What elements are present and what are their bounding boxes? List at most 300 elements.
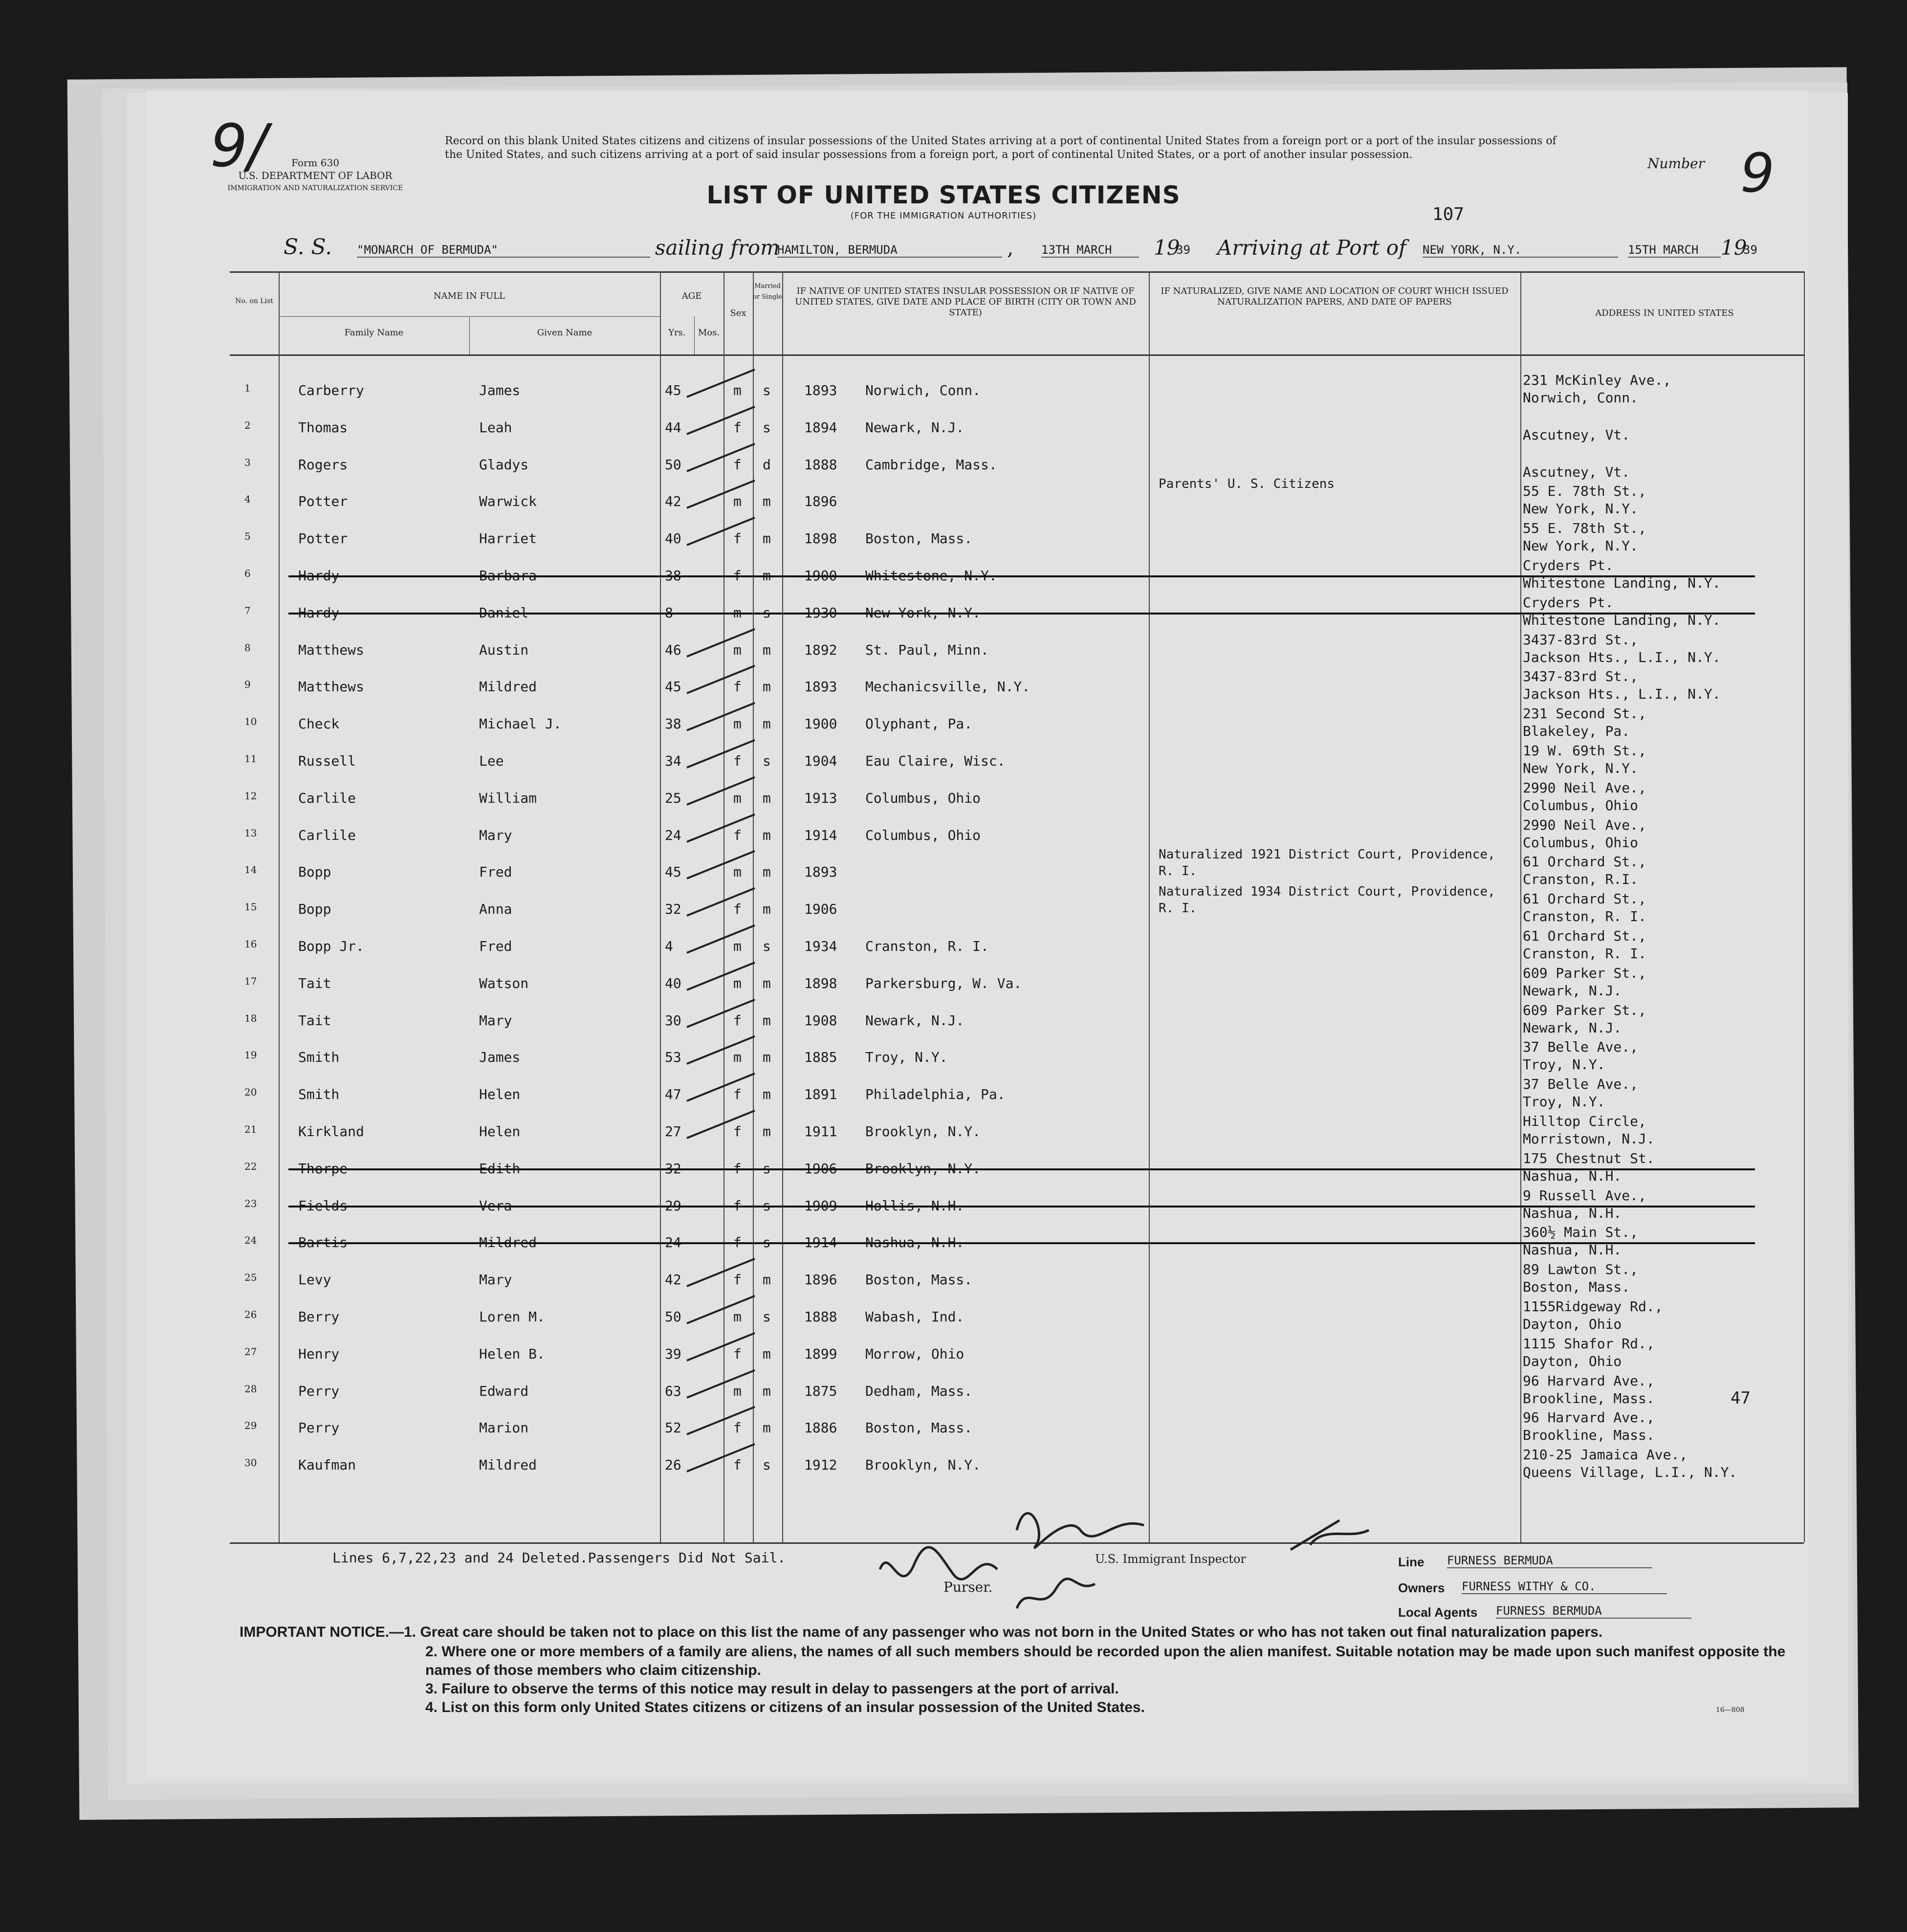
marital-status: m <box>763 901 771 918</box>
address-line-2: New York, N.Y. <box>1523 760 1639 776</box>
address-line-2: Blakeley, Pa. <box>1523 723 1630 740</box>
age: 46 <box>665 641 681 658</box>
check-mark <box>686 702 755 731</box>
birth-year: 1893 <box>804 864 837 880</box>
marital-status: m <box>763 1086 771 1103</box>
list-number: 9 <box>1740 142 1775 204</box>
address-line-2: Morristown, N.J. <box>1523 1131 1655 1147</box>
birth-year: 1898 <box>804 975 837 991</box>
owners-value: FURNESS WITHY & CO. <box>1462 1580 1667 1594</box>
row-number: 18 <box>244 1012 257 1024</box>
birth-place: Hollis, N.H. <box>865 1197 964 1214</box>
table-row <box>230 631 1804 668</box>
family-name: Smith <box>298 1049 340 1066</box>
address-line-2: Boston, Mass. <box>1523 1279 1630 1295</box>
family-name: Bopp <box>298 864 331 880</box>
address-line-2: New York, N.Y. <box>1523 538 1639 554</box>
birth-place: Dedham, Mass. <box>865 1383 973 1399</box>
address-line-2: Nashua, N.H. <box>1523 1167 1622 1184</box>
signatures <box>870 1471 1379 1618</box>
marital-status: m <box>763 530 771 547</box>
table-row <box>230 557 1804 594</box>
address-line-1: 9 Russell Ave., <box>1523 1187 1646 1204</box>
page-title: LIST OF UNITED STATES CITIZENS <box>706 181 1181 209</box>
address-line-1: 175 Chestnut St. <box>1523 1150 1655 1166</box>
birth-year: 1900 <box>804 568 837 584</box>
table-row <box>230 884 1804 927</box>
address-line-2: Nashua, N.H. <box>1523 1205 1622 1221</box>
address-line-1: 2990 Neil Ave., <box>1523 779 1646 796</box>
marital-status: m <box>763 790 771 806</box>
age: 24 <box>665 827 681 843</box>
birth-year: 1885 <box>804 1049 837 1066</box>
address-line-1: Hilltop Circle, <box>1523 1113 1646 1129</box>
col-family: Family Name <box>344 328 404 338</box>
address-line-1: 231 McKinley Ave., <box>1523 372 1671 388</box>
sex: f <box>733 1234 742 1251</box>
check-mark <box>686 1295 755 1324</box>
birth-year: 1888 <box>804 1309 837 1325</box>
check-mark <box>686 1332 755 1361</box>
row-number: 17 <box>244 975 257 987</box>
col-no: No. on List <box>235 297 273 305</box>
age: 30 <box>665 1012 681 1029</box>
given-name: Barbara <box>479 568 537 584</box>
sex: m <box>733 1049 742 1066</box>
table-row <box>230 1298 1804 1335</box>
row-number: 8 <box>244 641 251 654</box>
age: 44 <box>665 419 681 436</box>
address-line-1: 1155Ridgeway Rd., <box>1523 1298 1663 1315</box>
birth-place: Troy, N.Y. <box>865 1049 948 1066</box>
table-row <box>230 1409 1804 1446</box>
address-line-2: Dayton, Ohio <box>1523 1353 1622 1369</box>
row-number: 6 <box>244 568 251 579</box>
arrival-year: 39 <box>1743 243 1757 257</box>
family-name: Carlile <box>298 790 356 806</box>
check-mark <box>686 887 755 917</box>
col-mos: Mos. <box>698 328 720 338</box>
family-name: Russell <box>298 753 356 769</box>
family-name: Tait <box>298 1012 331 1029</box>
address-line-2: Newark, N.J. <box>1523 1019 1622 1036</box>
table-row <box>230 965 1804 1002</box>
age: 47 <box>665 1086 681 1103</box>
address-line-2: Norwich, Conn. <box>1523 390 1639 406</box>
check-mark <box>686 924 755 954</box>
notice-1: —1. Great care should be taken not to place on this list the name of any passenger who was not born in the United States or who has not taken out final naturalization papers. <box>389 1624 1603 1640</box>
address-line-2: Columbus, Ohio <box>1523 834 1639 851</box>
row-number: 14 <box>244 864 257 876</box>
marital-status: s <box>763 604 771 621</box>
table-row <box>230 927 1804 965</box>
table-row <box>230 1372 1804 1409</box>
row-number: 26 <box>244 1309 257 1320</box>
family-name: Carlile <box>298 827 356 843</box>
sex: f <box>733 827 742 843</box>
birth-year: 1899 <box>804 1345 837 1362</box>
table-row <box>230 1224 1804 1261</box>
address-line-1: 61 Orchard St., <box>1523 891 1646 907</box>
table-row <box>230 847 1804 890</box>
family-name: Tait <box>298 975 331 991</box>
arrival-port: NEW YORK, N.Y. <box>1423 243 1618 258</box>
given-name: Mildred <box>479 1234 537 1251</box>
birth-place: Norwich, Conn. <box>865 382 981 398</box>
margin-note: 47 <box>1731 1388 1751 1408</box>
birth-year: 1930 <box>804 604 837 621</box>
sex: f <box>733 753 742 769</box>
age: 29 <box>665 1197 681 1214</box>
age: 45 <box>665 679 681 695</box>
row-number: 29 <box>244 1420 257 1432</box>
birth-place: Brooklyn, N.Y. <box>865 1123 981 1140</box>
col-birth: IF NATIVE OF UNITED STATES INSULAR POSSESSION OR IF NATIVE OF UNITED STATES, GIVE DATE AND PLACE OF BIRTH (CITY OR TOWN AND STATE) <box>795 286 1136 318</box>
address-line-1: 1115 Shafor Rd., <box>1523 1335 1655 1352</box>
marital-status: m <box>763 1345 771 1362</box>
age: 38 <box>665 568 681 584</box>
given-name: Helen B. <box>479 1345 545 1362</box>
sail-date: 13TH MARCH <box>1041 243 1139 258</box>
given-name: Mildred <box>479 679 537 695</box>
row-number: 28 <box>244 1383 257 1395</box>
address-line-1: 55 E. 78th St., <box>1523 520 1646 537</box>
marital-status: m <box>763 1420 771 1436</box>
address-line-1: 609 Parker St., <box>1523 965 1646 981</box>
sex: m <box>733 604 742 621</box>
marital-status: m <box>763 1012 771 1029</box>
family-name: Kirkland <box>298 1123 364 1140</box>
row-number: 11 <box>244 753 257 765</box>
marital-status: m <box>763 1383 771 1399</box>
marital-status: m <box>763 493 771 510</box>
row-number: 25 <box>244 1272 257 1284</box>
deleted-line-strike <box>288 575 1755 577</box>
sex: f <box>733 1272 742 1288</box>
birth-year: 1898 <box>804 530 837 547</box>
row-number: 9 <box>244 679 251 691</box>
address-line-1: 37 Belle Ave., <box>1523 1076 1639 1093</box>
marital-status: m <box>763 975 771 991</box>
address-line-2: Brookline, Mass. <box>1523 1427 1655 1444</box>
check-mark <box>686 1406 755 1435</box>
row-number: 5 <box>244 530 251 543</box>
birth-year: 1914 <box>804 1234 837 1251</box>
family-name: Hardy <box>298 568 340 584</box>
birth-place: Morrow, Ohio <box>865 1345 964 1362</box>
family-name: Potter <box>298 530 348 547</box>
marital-status: m <box>763 641 771 658</box>
marital-status: s <box>763 1234 771 1251</box>
row-number: 13 <box>244 827 257 839</box>
table-row <box>230 520 1804 557</box>
address-line-2: Cranston, R. I. <box>1523 908 1646 925</box>
row-number: 30 <box>244 1457 257 1469</box>
address-line-2: Dayton, Ohio <box>1523 1316 1622 1332</box>
sex: f <box>733 568 742 584</box>
table-row <box>230 1150 1804 1187</box>
address-line-2: Ascutney, Vt. <box>1523 426 1630 443</box>
notice-2: 2. Where one or more members of a family are aliens, the names of all such members should be recorded upon the alien manifest. Suitable notation may be made upon such manifest opposite the names of those members who claim citizenship. <box>425 1644 1786 1678</box>
address-line-1: Cryders Pt. <box>1523 557 1614 573</box>
row-number: 12 <box>244 790 257 802</box>
given-name: Mildred <box>479 1457 537 1473</box>
passenger-table <box>230 271 1804 1542</box>
table-row <box>230 1261 1804 1298</box>
col-given: Given Name <box>537 328 592 338</box>
address-line-2: Columbus, Ohio <box>1523 797 1639 813</box>
agents-value: FURNESS BERMUDA <box>1496 1604 1691 1619</box>
sex: f <box>733 679 742 695</box>
col-name-in-full: NAME IN FULL <box>433 291 505 301</box>
row-number: 19 <box>244 1049 257 1061</box>
col-naturalized: IF NATURALIZED, GIVE NAME AND LOCATION OF COURT WHICH ISSUED NATURALIZATION PAPERS, AND DATE OF PAPERS <box>1161 286 1509 307</box>
given-name: Fred <box>479 938 512 954</box>
address-line-1: 609 Parker St., <box>1523 1002 1646 1018</box>
sex: m <box>733 382 742 398</box>
family-name: Bopp Jr. <box>298 938 364 954</box>
table-row <box>230 705 1804 742</box>
birth-year: 1911 <box>804 1123 837 1140</box>
check-mark <box>686 1035 755 1065</box>
form-number: Form 630 <box>291 157 339 169</box>
sex: m <box>733 716 742 732</box>
birth-year: 1934 <box>804 938 837 954</box>
given-name: Helen <box>479 1123 521 1140</box>
col-age: AGE <box>681 291 702 301</box>
check-mark <box>686 628 755 658</box>
age: 38 <box>665 716 681 732</box>
marital-status: m <box>763 864 771 880</box>
sex: m <box>733 493 742 510</box>
check-mark <box>686 406 755 435</box>
given-name: Edward <box>479 1383 529 1399</box>
sex: f <box>733 1160 742 1177</box>
deleted-line-strike <box>288 1206 1755 1208</box>
arriving-label: Arriving at Port of <box>1217 236 1406 260</box>
table-row <box>230 594 1804 631</box>
marital-status: s <box>763 938 771 954</box>
page-stamp: 107 <box>1432 204 1465 224</box>
department: U.S. DEPARTMENT OF LABOR <box>238 170 393 181</box>
family-name: Thomas <box>298 419 348 436</box>
birth-year: 1886 <box>804 1420 837 1436</box>
naturalization: Naturalized 1921 District Court, Providence, R. I. <box>1159 847 1495 879</box>
table-row <box>230 372 1804 409</box>
address-line-1: 55 E. 78th St., <box>1523 483 1646 500</box>
birth-place: Nashua, N.H. <box>865 1234 964 1251</box>
year-label: 19 <box>1721 236 1747 260</box>
row-number: 23 <box>244 1197 257 1209</box>
birth-place: New York, N.Y. <box>865 604 981 621</box>
notice-4: 4. List on this form only United States citizens or citizens of an insular possession of the United States. <box>425 1699 1145 1715</box>
sex: m <box>733 938 742 954</box>
marital-status: m <box>763 827 771 843</box>
address-line-1: 360½ Main St., <box>1523 1224 1639 1241</box>
sex: m <box>733 641 742 658</box>
given-name: Leah <box>479 419 512 436</box>
handwritten-page-mark: 9/ <box>210 112 267 180</box>
family-name: Levy <box>298 1272 331 1288</box>
given-name: Mary <box>479 1012 512 1029</box>
family-name: Smith <box>298 1086 340 1103</box>
age: 42 <box>665 1272 681 1288</box>
given-name: Vera <box>479 1197 512 1214</box>
birth-year: 1908 <box>804 1012 837 1029</box>
given-name: Warwick <box>479 493 537 510</box>
age: 4 <box>665 938 673 954</box>
age: 50 <box>665 456 681 473</box>
birth-place: Columbus, Ohio <box>865 790 981 806</box>
sex: f <box>733 1457 742 1473</box>
age: 45 <box>665 382 681 398</box>
naturalization: Parents' U. S. Citizens <box>1159 477 1335 492</box>
sex: m <box>733 1383 742 1399</box>
page-subtitle: (FOR THE IMMIGRATION AUTHORITIES) <box>850 211 1037 221</box>
marital-status: s <box>763 1457 771 1473</box>
notice-title: IMPORTANT NOTICE. <box>240 1624 390 1640</box>
age: 40 <box>665 530 681 547</box>
given-name: Helen <box>479 1086 521 1103</box>
birth-place: Cranston, R. I. <box>865 938 989 954</box>
sex: f <box>733 1345 742 1362</box>
given-name: Watson <box>479 975 529 991</box>
address-line-2: Cranston, R.I. <box>1523 871 1639 888</box>
deleted-note: Lines 6,7,22,23 and 24 Deleted.Passengers Did Not Sail. <box>332 1550 786 1566</box>
marital-status: s <box>763 382 771 398</box>
age: 45 <box>665 864 681 880</box>
col-sex: Sex <box>730 308 746 318</box>
sailing-from-label: sailing from <box>655 236 780 260</box>
comma: , <box>1007 236 1014 260</box>
check-mark <box>686 999 755 1028</box>
age: 27 <box>665 1123 681 1140</box>
given-name: Edith <box>479 1160 521 1177</box>
marital-status: m <box>763 716 771 732</box>
age: 52 <box>665 1420 681 1436</box>
table-row <box>230 816 1804 854</box>
header-rule <box>279 316 660 317</box>
ship-name: "MONARCH OF BERMUDA" <box>357 243 650 258</box>
row-number: 7 <box>244 604 251 616</box>
intro-text: Record on this blank United States citizens and citizens of insular possessions of the United States arriving at a port of continental United States from a foreign port or a port of the insular possessions of the United States, and such citizens arriving at a port of said insular possessions from a foreign port, a port of continental United States, or a port of another insular possession. <box>445 135 1556 161</box>
family-name: Berry <box>298 1309 340 1325</box>
check-mark <box>686 776 755 806</box>
sex: m <box>733 790 742 806</box>
family-name: Matthews <box>298 679 364 695</box>
address-line-1: 89 Lawton St., <box>1523 1261 1639 1278</box>
address-line-1: 19 W. 69th St., <box>1523 743 1646 759</box>
sex: f <box>733 1197 742 1214</box>
age: 39 <box>665 1345 681 1362</box>
row-number: 27 <box>244 1345 257 1358</box>
table-row <box>230 446 1804 483</box>
row-number: 24 <box>244 1234 257 1247</box>
birth-place: Whitestone, N.Y. <box>865 568 997 584</box>
given-name: Anna <box>479 901 512 918</box>
birth-year: 1893 <box>804 382 837 398</box>
check-mark <box>686 962 755 991</box>
marital-status: s <box>763 419 771 436</box>
marital-status: m <box>763 568 771 584</box>
notice-3: 3. Failure to observe the terms of this notice may result in delay to passengers at the port of arrival. <box>425 1681 1119 1697</box>
birth-place: St. Paul, Minn. <box>865 641 989 658</box>
age: 32 <box>665 1160 681 1177</box>
sex: f <box>733 901 742 918</box>
check-mark <box>686 480 755 509</box>
address-line-2: Cranston, R. I. <box>1523 945 1646 962</box>
given-name: Mary <box>479 1272 512 1288</box>
row-number: 20 <box>244 1086 257 1098</box>
address-line-1: 96 Harvard Ave., <box>1523 1409 1655 1426</box>
address-line-2: Troy, N.Y. <box>1523 1056 1605 1073</box>
birth-place: Brooklyn, N.Y. <box>865 1160 981 1177</box>
birth-year: 1912 <box>804 1457 837 1473</box>
row-number: 10 <box>244 716 257 728</box>
given-name: James <box>479 1049 521 1066</box>
col-address: ADDRESS IN UNITED STATES <box>1595 308 1734 318</box>
sex: f <box>733 1420 742 1436</box>
family-name: Matthews <box>298 641 364 658</box>
family-name: Henry <box>298 1345 340 1362</box>
address-line-2: Newark, N.J. <box>1523 982 1622 999</box>
check-mark <box>686 517 755 546</box>
address-line-2: Jackson Hts., L.I., N.Y. <box>1523 649 1721 665</box>
form-id <box>222 156 408 195</box>
birth-place: Boston, Mass. <box>865 1272 973 1288</box>
birth-year: 1875 <box>804 1383 837 1399</box>
address-line-1: 61 Orchard St., <box>1523 928 1646 944</box>
age: 25 <box>665 790 681 806</box>
naturalization: Naturalized 1934 District Court, Providence, R. I. <box>1159 884 1495 916</box>
age: 50 <box>665 1309 681 1325</box>
col-rule <box>1804 271 1805 1542</box>
address-line-1: Cryders Pt. <box>1523 594 1614 611</box>
table-row <box>230 779 1804 816</box>
given-name: Fred <box>479 864 512 880</box>
row-number: 21 <box>244 1123 257 1135</box>
check-mark <box>686 443 755 472</box>
marital-status: s <box>763 753 771 769</box>
purser-label: Purser. <box>943 1579 993 1595</box>
check-mark <box>686 739 755 768</box>
check-mark <box>686 369 755 398</box>
sex: f <box>733 530 742 547</box>
year-label: 19 <box>1154 236 1180 260</box>
birth-place: Boston, Mass. <box>865 1420 973 1436</box>
marital-status: s <box>763 1160 771 1177</box>
check-mark <box>686 1369 755 1399</box>
birth-place: Eau Claire, Wisc. <box>865 753 1006 769</box>
sex: f <box>733 1012 742 1029</box>
marital-status: m <box>763 679 771 695</box>
address-line-2: Whitestone Landing, N.Y. <box>1523 575 1721 591</box>
inspector-label: U.S. Immigrant Inspector <box>1095 1552 1246 1566</box>
row-number: 1 <box>244 382 251 394</box>
address-line-1: 37 Belle Ave., <box>1523 1039 1639 1055</box>
table-row <box>230 477 1804 520</box>
address-line-2: Jackson Hts., L.I., N.Y. <box>1523 686 1721 703</box>
birth-year: 1896 <box>804 1272 837 1288</box>
table-row <box>230 1038 1804 1076</box>
birth-year: 1891 <box>804 1086 837 1103</box>
address-line-2: Ascutney, Vt. <box>1523 463 1630 480</box>
given-name: Michael J. <box>479 716 562 732</box>
address-line-2: New York, N.Y. <box>1523 501 1639 517</box>
sex: m <box>733 975 742 991</box>
family-name: Hardy <box>298 604 340 621</box>
table-rule <box>230 271 1804 273</box>
